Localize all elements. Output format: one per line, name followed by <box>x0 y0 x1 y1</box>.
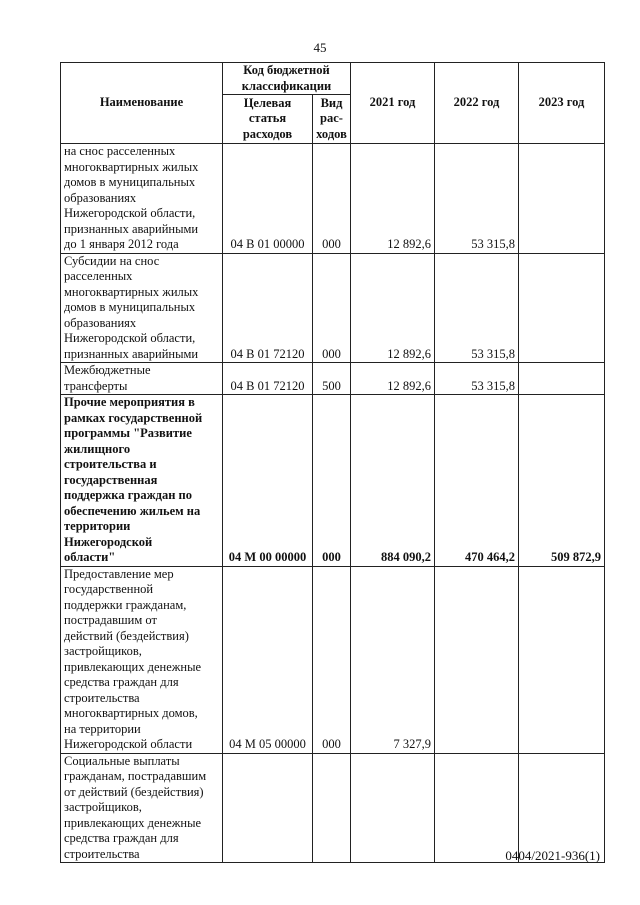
header-target-article: Целевая статья расходов <box>223 95 313 144</box>
row-value-2022 <box>435 753 519 863</box>
row-value-2022 <box>435 566 519 753</box>
row-target-article: 04 В 01 00000 <box>223 144 313 254</box>
header-2023: 2023 год <box>519 63 605 144</box>
row-value-2023: 509 872,9 <box>519 395 605 567</box>
row-value-2023 <box>519 566 605 753</box>
table-row <box>61 144 605 254</box>
row-value-2021: 12 892,6 <box>351 144 435 254</box>
table-row <box>61 363 605 395</box>
row-target-article: 04 В 01 72120 <box>223 363 313 395</box>
header-2021: 2021 год <box>351 63 435 144</box>
row-expense-type: 500 <box>313 363 351 395</box>
row-value-2022: 53 315,8 <box>435 253 519 363</box>
document-code: 0404/2021-936(1) <box>505 848 600 863</box>
row-value-2022: 53 315,8 <box>435 144 519 254</box>
header-expense-type: Вид рас-ходов <box>313 95 351 144</box>
row-target-article: 04 М 05 00000 <box>223 566 313 753</box>
row-value-2022: 470 464,2 <box>435 395 519 567</box>
row-expense-type: 000 <box>313 395 351 567</box>
header-code-group: Код бюджетной классификации <box>223 63 351 95</box>
row-name: Предоставление мер государственной поддержки гражданам, пострадавшим от действий (бездействия) застройщиков, привлекающих денежные средства граждан для строительства многоквартирных домов, на территории Нижегородской области <box>61 566 223 753</box>
page-number: 45 <box>313 40 327 55</box>
row-name: Социальные выплаты гражданам, пострадавшим от действий (бездействия) застройщиков, привлекающих денежные средства граждан для строительства <box>61 753 223 863</box>
row-expense-type: 000 <box>313 144 351 254</box>
row-value-2021: 12 892,6 <box>351 253 435 363</box>
row-value-2021: 884 090,2 <box>351 395 435 567</box>
header-name: Наименование <box>61 63 223 144</box>
row-expense-type: 000 <box>313 253 351 363</box>
row-name: Субсидии на снос расселенных многоквартирных жилых домов в муниципальных образованиях Нижегородской области, признанных аварийными <box>61 253 223 363</box>
row-target-article <box>223 753 313 863</box>
budget-table <box>60 62 605 863</box>
header-2022: 2022 год <box>435 63 519 144</box>
row-name: Межбюджетные трансферты <box>61 363 223 395</box>
row-value-2021 <box>351 753 435 863</box>
table-row <box>61 395 605 567</box>
row-value-2023 <box>519 363 605 395</box>
row-value-2023 <box>519 253 605 363</box>
row-value-2023 <box>519 144 605 254</box>
row-name: на снос расселенных многоквартирных жилых домов в муниципальных образованиях Нижегородской области, признанных аварийными до 1 января 2012 года <box>61 144 223 254</box>
table-row <box>61 753 605 863</box>
row-value-2023 <box>519 753 605 863</box>
row-target-article: 04 В 01 72120 <box>223 253 313 363</box>
table-row <box>61 253 605 363</box>
row-value-2021: 12 892,6 <box>351 363 435 395</box>
row-target-article: 04 М 00 00000 <box>223 395 313 567</box>
row-value-2022: 53 315,8 <box>435 363 519 395</box>
table-row <box>61 566 605 753</box>
row-expense-type: 000 <box>313 566 351 753</box>
row-name: Прочие мероприятия в рамках государственной программы "Развитие жилищного строительства и государственная поддержка граждан по обеспечению жильем на территории Нижегородской области" <box>61 395 223 567</box>
row-value-2021: 7 327,9 <box>351 566 435 753</box>
row-expense-type <box>313 753 351 863</box>
